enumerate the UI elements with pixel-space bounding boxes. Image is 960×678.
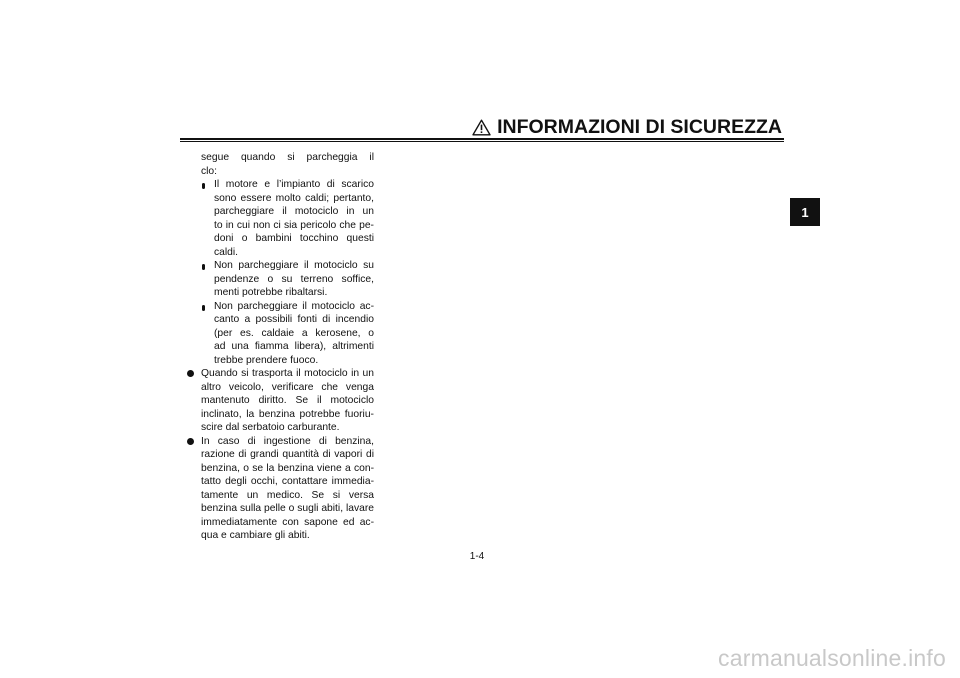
- bullet-icon: [187, 438, 194, 445]
- text-line: to in cui non ci sia pericolo che pe-: [214, 219, 374, 231]
- text-line: scire dal serbatoio carburante.: [201, 422, 340, 433]
- text-line: Quando si trasporta il motociclo in un: [201, 368, 374, 379]
- text-line: benzina, o se la benzina viene a con-: [201, 462, 374, 474]
- text-line: (per es. caldaie a kerosene, o: [214, 327, 374, 339]
- text-line: mantenuto diritto. Se il motociclo: [201, 395, 374, 406]
- text-line: inclinato, la benzina potrebbe fuoriu-: [201, 408, 374, 420]
- text-line: segue quando si parcheggia il: [201, 152, 374, 163]
- small-bullet-icon: [202, 305, 205, 311]
- text-line: tatto degli occhi, contattare immedia-: [201, 476, 374, 487]
- text-line: caldi.: [214, 246, 239, 258]
- text-line: sono essere molto caldi; pertanto,: [214, 192, 374, 204]
- text-line: tamente un medico. Se si versa: [201, 489, 374, 501]
- header-title-group: [472, 116, 782, 138]
- intro-paragraph: [186, 151, 374, 178]
- warning-triangle-icon: [472, 119, 491, 136]
- small-bullet-icon: [202, 183, 205, 189]
- text-line: In caso di ingestione di benzina,: [201, 435, 374, 447]
- text-line: clo:: [201, 165, 218, 177]
- watermark: carmanualsonline.info: [718, 645, 946, 671]
- main-bullet-item: [186, 367, 374, 435]
- page-header: [180, 114, 784, 142]
- text-line: menti potrebbe ribaltarsi.: [214, 287, 328, 298]
- small-bullet-icon: [202, 264, 205, 270]
- text-line: immediatamente con sapone ed ac-: [201, 516, 374, 528]
- text-line: canto a possibili fonti di incendio: [214, 314, 374, 325]
- text-line: Il motore e l’impianto di scarico: [214, 179, 374, 190]
- header-rule-thin: [180, 141, 784, 142]
- text-line: parcheggiare il motociclo in un: [214, 206, 374, 217]
- page-number: 1-4: [469, 551, 485, 562]
- header-rule-thick: [180, 138, 784, 140]
- text-line: benzina sulla pelle o sugli abiti, lavare: [201, 503, 374, 514]
- main-bullet-item: [186, 435, 374, 543]
- sub-bullet-item: [186, 300, 374, 368]
- sub-bullet-item: [186, 178, 374, 259]
- chapter-tab: 1: [790, 198, 820, 226]
- text-line: trebbe prendere fuoco.: [214, 354, 319, 366]
- text-line: razione di grandi quantità di vapori di: [201, 449, 374, 460]
- text-line: pendenze o su terreno soffice,: [214, 273, 374, 285]
- text-line: qua e cambiare gli abiti.: [201, 530, 310, 541]
- text-line: doni o bambini tocchino questi: [214, 233, 374, 244]
- text-line: Non parcheggiare il motociclo ac-: [214, 300, 374, 312]
- text-line: Non parcheggiare il motociclo su: [214, 260, 374, 271]
- text-line: altro veicolo, verificare che venga: [201, 381, 374, 393]
- text-line: ad una fiamma libera), altrimenti: [214, 341, 374, 352]
- body-text: [186, 151, 374, 543]
- page-title: INFORMAZIONI DI SICUREZZA: [497, 116, 782, 138]
- sub-bullet-item: [186, 259, 374, 300]
- bullet-icon: [187, 370, 194, 377]
